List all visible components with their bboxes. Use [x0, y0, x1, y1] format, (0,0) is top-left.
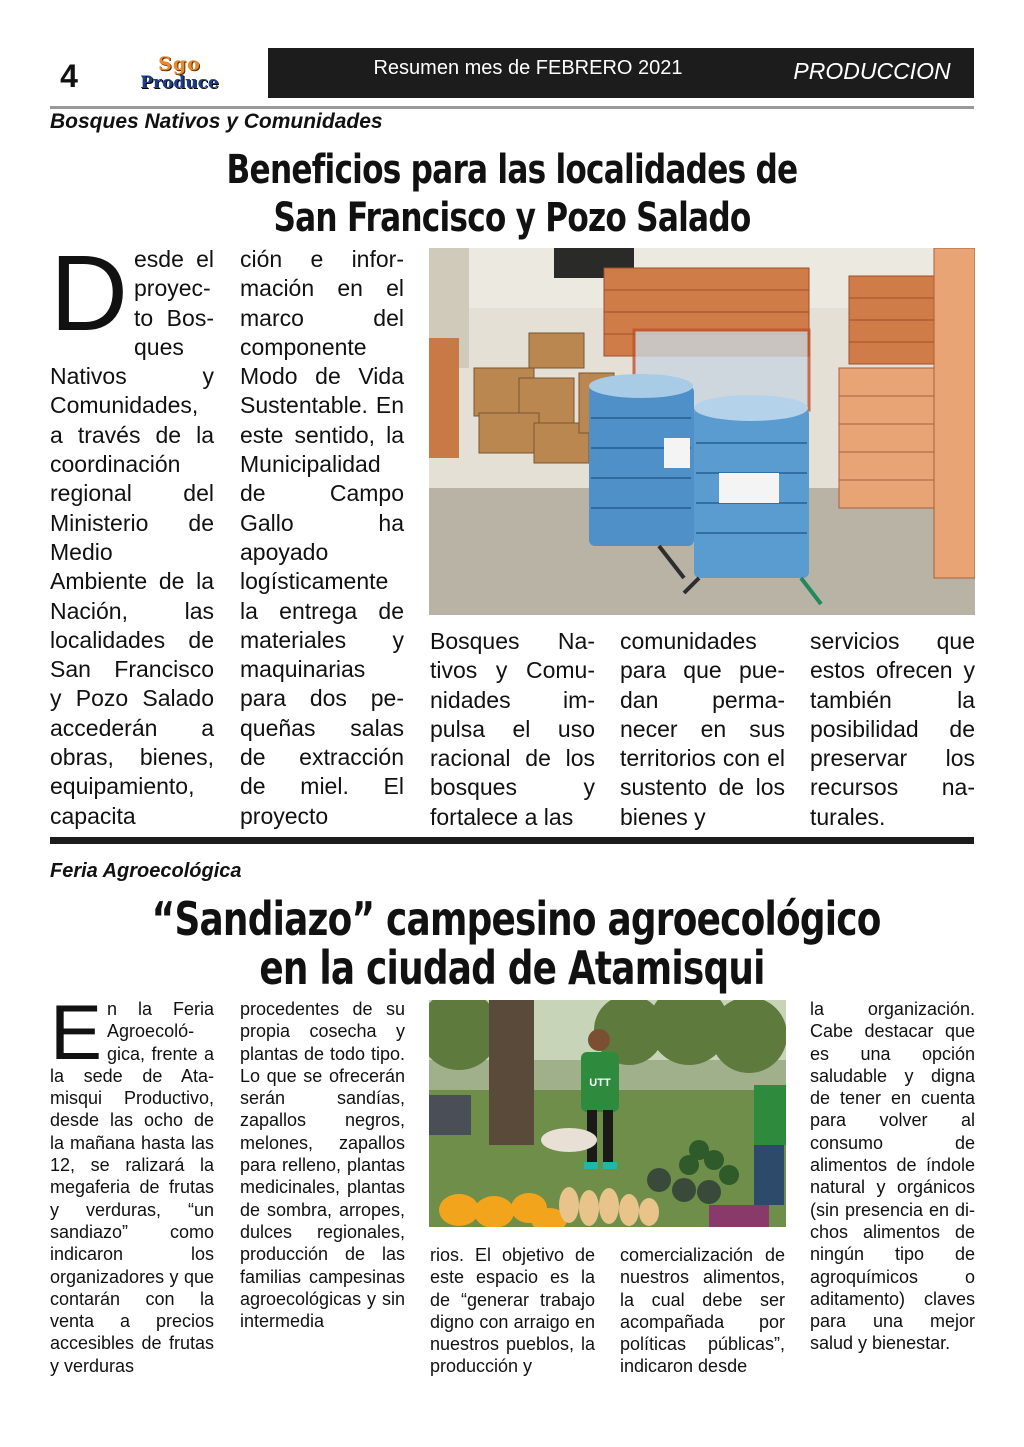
page-number: 4 [60, 58, 78, 94]
logo-line1: Sgo [158, 53, 201, 75]
photo2-illustration [429, 1000, 786, 1227]
article1-column-2: ción e información en el marco del componente Modo de Vida Sustentable. En este sentido, la Municipalidad de Campo Gallo ha apoyado logísticamente la entrega de materiales y maquinarias para dos pequeñas salas de extracción de miel. El proyecto [240, 246, 404, 829]
article-divider [50, 837, 974, 844]
header-divider [50, 106, 974, 109]
article2-column-2: procedentes de su propia cosecha y plantas de todo tipo. Lo que se ofrecerán serán sandías, zapallos negros, melones, zapallos para relleno, plantas medicinales, plantas de sombra, arropes, dulces regionales, producción de las familias campesinas agroecológicas y sin intermedia [240, 999, 405, 1332]
article2-drop-cap: E [50, 988, 103, 1076]
article1-column-4: comunidades para que puedan permanecer en sus territorios con el sustento de los bienes y [620, 628, 785, 830]
article1-photo-beekeeping-equipment [429, 248, 975, 615]
article2-column-1 [50, 988, 214, 1377]
article2-title-line2: en la ciudad de Atamisqui [259, 941, 765, 995]
article2-kicker: Feria Agroecológica [50, 860, 242, 882]
article1-column-1 [50, 232, 214, 831]
article2-column-3: rios. El objetivo de este espacio es la de “generar trabajo digno con arraigo en nuestros pueblos, la producción y [430, 1245, 595, 1377]
article2-column-5: la organización. Cabe destacar que es una opción saludable y digna de tener en cuenta para volver al consumo de alimentos de índole natural y orgánicos (sin presencia en dichos alimentos de ningún tipo de agroquímicos o aditamento) claves para una mejor salud y bienestar. [810, 999, 975, 1354]
article2-col1-text: n la Feria Agroecológica, frente a la sede de Atamisqui Productivo, desde las ocho de la mañana hasta las 12, se ralizará la megaferia de frutas y verduras, “un sandiazo” como indicaron los organizadores y que contarán con la venta a precios accesibles de frutas y verduras [50, 999, 214, 1376]
shirt-text: UTT [589, 1077, 611, 1089]
article1-col1-text: esde el proyecto Bosques Nativos y Comunidades, a través de la coordinación regional del Ministerio de Medio Ambiente de la Nación, las localidades de San Francisco y Pozo Salado accederán a obras, bienes, equipamiento, capacita [50, 246, 214, 829]
article1-title-line1: Beneficios para las localidades de [226, 147, 798, 193]
photo1-illustration [429, 248, 975, 615]
article1-column-3: Bosques Nativos y Comunidades impulsa el uso racional de los bosques y fortalece a las [430, 628, 595, 830]
article2-column-4: comercialización de nuestros alimentos, la cual debe ser acompañada por políticas públicas”, indicaron desde [620, 1245, 785, 1377]
article1-kicker: Bosques Nativos y Comunidades [50, 110, 383, 133]
article1-drop-cap: D [50, 232, 128, 353]
article1-title [152, 146, 873, 242]
article1-column-5: servicios que estos ofrecen y también la posibilidad de preservar los recursos naturales. [810, 628, 975, 830]
issue-label: Resumen mes de FEBRERO 2021 [373, 57, 683, 79]
section-label: PRODUCCION [793, 58, 951, 84]
article1-title-line2: San Francisco y Pozo Salado [273, 195, 751, 241]
article2-title-line1: “Sandiazo” campesino agroecológico [151, 892, 881, 946]
publication-logo [92, 48, 267, 98]
article2-title [151, 892, 881, 995]
article2-photo-fair [429, 1000, 786, 1227]
logo-line2: Produce [140, 73, 219, 93]
